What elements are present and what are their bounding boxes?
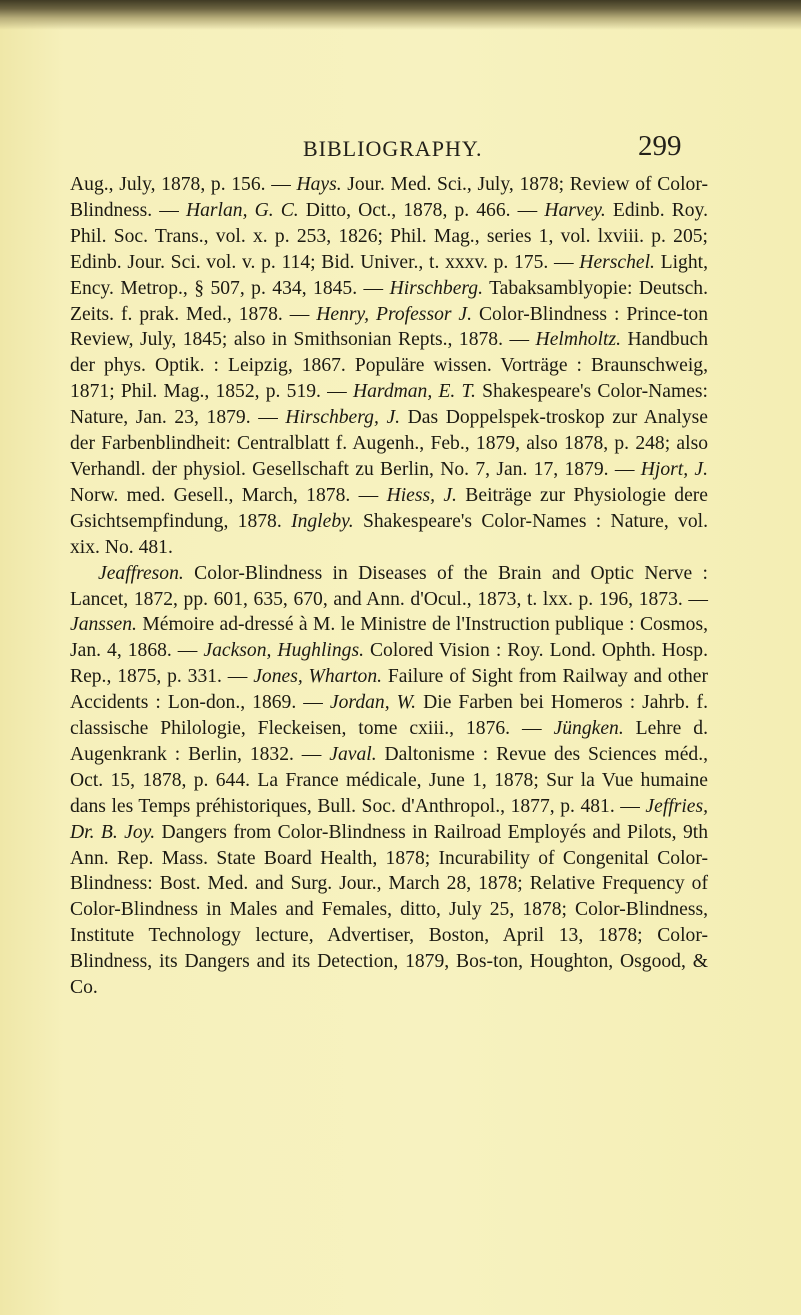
bibliography-paragraph: [70, 561, 708, 1001]
citation-text: Daltonisme : Revue des Sciences méd., Oct. 15, 1878, p. 644. La France médicale, June 1, 1878; Sur la Vue humaine dans les Temps préhistoriques, Bull. Soc. d'Anthropol., 1877, p. 481. —: [70, 743, 708, 817]
author-name: Javal.: [329, 743, 377, 765]
citation-text: Color-Blindness : Prince-ton Review, July, 1845; also in Smithsonian Repts., 1878. —: [70, 303, 708, 351]
bibliography-body: [70, 172, 708, 1001]
bibliography-paragraph: [70, 172, 708, 561]
citation-text: Light, Ency. Metrop., § 507, p. 434, 1845. —: [70, 251, 708, 299]
author-name: Harlan, G. C.: [185, 199, 299, 221]
citation-text: Die Farben bei Homeros : Jahrb. f. classische Philologie, Fleckeisen, tome cxiii., 1876. —: [70, 692, 708, 740]
citation-text: Shakespeare's Color-Names: Nature, Jan. 23, 1879. —: [70, 381, 709, 429]
author-name: Hirschberg, J.: [285, 407, 401, 429]
citation-text: Jour. Med. Sci., July, 1878; Review of Color-Blindness. —: [70, 174, 708, 221]
citation-text: Color-Blindness in Diseases of the Brain and Optic Nerve : Lancet, 1872, pp. 601, 635, 670, and Ann. d'Ocul., 1873, t. lxx. p. 196, 1873. —: [70, 562, 708, 610]
citation-text: Edinb. Roy. Phil. Soc. Trans., vol. x. p. 253, 1826; Phil. Mag., series 1, vol. lxviii. p. 205; Edinb. Jour. Sci. vol. v. p. 114; Bid. Univer., t. xxxv. p. 175. —: [70, 199, 708, 273]
citation-text: Norw. med. Gesell., March, 1878. —: [70, 484, 387, 506]
author-name: Jordan, W.: [329, 692, 417, 714]
author-name: Hays.: [296, 174, 342, 195]
citation-text: Failure of Sight from Railway and other Accidents : Lon-don., 1869. —: [70, 666, 708, 714]
author-name: Hiess, J.: [386, 484, 457, 506]
page-header: [0, 128, 801, 168]
citation-text: Shakespeare's Color-Names : Nature, vol. xix. No. 481.: [70, 510, 708, 558]
author-name: Janssen.: [70, 614, 137, 636]
scan-edge-shadow: [0, 0, 801, 30]
citation-text: Colored Vision : Roy. Lond. Ophth. Hosp. Rep., 1875, p. 331. —: [70, 640, 709, 688]
citation-text: Das Doppelspek-troskop zur Analyse der Farbenblindheit: Centralblatt f. Augenh., Feb., 1879, also 1878, p. 248; also Verhandl. der physiol. Gesellschaft zu Berlin, No. 7, Jan. 17, 1879. —: [70, 407, 708, 480]
author-name: Hirschberg.: [389, 277, 483, 299]
citation-text: Aug., July, 1878, p. 156. —: [70, 174, 297, 195]
author-name: Herschel.: [579, 251, 655, 273]
running-head: BIBLIOGRAPHY.: [303, 136, 483, 161]
citation-text: Tabaksamblyopie: Deutsch. Zeits. f. prak. Med., 1878. —: [70, 277, 708, 325]
author-name: Hardman, E. T.: [352, 381, 476, 403]
author-name: Harvey.: [544, 199, 606, 221]
author-name: Jeaffreson.: [98, 562, 184, 584]
author-name: Henry, Professor J.: [316, 303, 473, 325]
citation-text: Mémoire ad-dressé à M. le Ministre de l'Instruction publique : Cosmos, Jan. 4, 1868. —: [70, 614, 708, 662]
author-name: Hjort, J.: [640, 458, 708, 480]
citation-text: Handbuch der phys. Optik. : Leipzig, 1867. Populäre wissen. Vorträge : Braunschweig, 1871; Phil. Mag., 1852, p. 519. —: [70, 329, 708, 403]
author-name: Jüngken.: [553, 718, 624, 740]
author-name: Ingleby.: [291, 510, 354, 532]
author-name: Jackson, Hughlings.: [203, 640, 364, 662]
author-name: Jeffries, Dr. B. Joy.: [70, 795, 708, 843]
author-name: Helmholtz.: [535, 329, 621, 351]
author-name: Jones, Wharton.: [253, 666, 383, 688]
citation-text: Dangers from Color-Blindness in Railroad Employés and Pilots, 9th Ann. Rep. Mass. State Board Health, 1878; Incurability of Congenital Color-Blindness: Bost. Med. and Surg. Jour., March 28, 1878; Relative Frequency of Color-Blindness in Males and Females, ditto, July 25, 1878; Color-Blindness, Institute Technology lecture, Advertiser, Boston, April 13, 1878; Color-Blindness, its Dangers and its Detection, 1879, Bos-ton, Houghton, Osgood, & Co.: [70, 821, 708, 999]
citation-text: Ditto, Oct., 1878, p. 466. —: [298, 199, 545, 221]
citation-text: Lehre d. Augenkrank : Berlin, 1832. —: [70, 718, 708, 765]
citation-text: Beiträge zur Physiologie dere Gsichtsempfindung, 1878.: [70, 484, 708, 532]
page-number: 299: [638, 130, 682, 162]
